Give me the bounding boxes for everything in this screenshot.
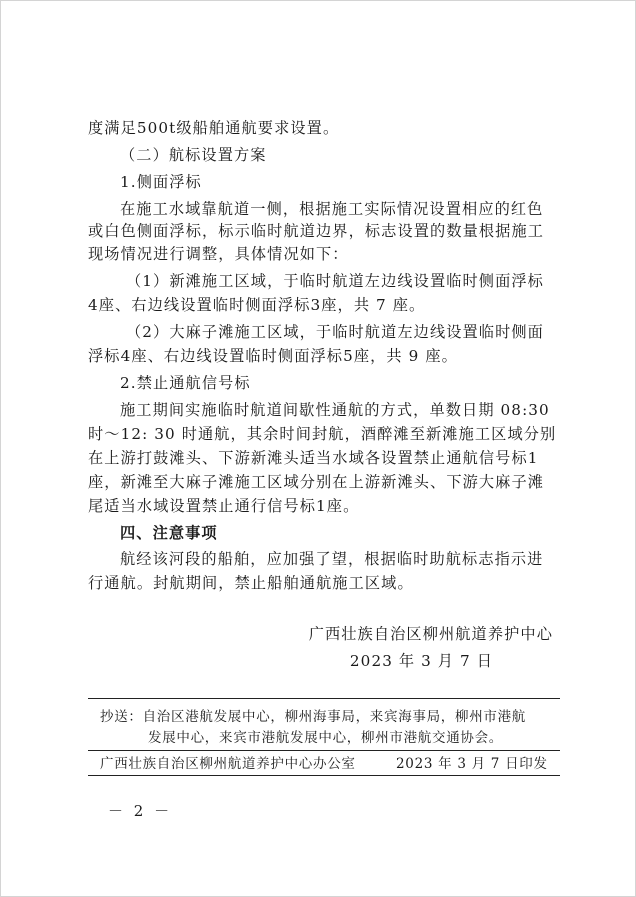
- divider: [88, 698, 560, 699]
- body-line: （1）新滩施工区域，于临时航道左边线设置临时侧面浮标: [126, 272, 544, 290]
- issuer-office: 广西壮族自治区柳州航道养护中心办公室: [100, 756, 356, 772]
- section-heading: 四、注意事项: [120, 524, 218, 542]
- page-number: － 2 －: [108, 802, 173, 820]
- body-line: 或白色侧面浮标，标示临时航道边界，标志设置的数量根据施工: [88, 222, 545, 240]
- subsection-heading: 2.禁止通航信号标: [120, 374, 251, 392]
- cc-line: 发展中心，来宾市港航发展中心，柳州市港航交通协会。: [148, 730, 503, 746]
- body-line: 行通航。封航期间，禁止船舶通航施工区域。: [88, 574, 414, 592]
- signature-date: 2023 年 3 月 7 日: [349, 652, 493, 670]
- divider: [88, 750, 560, 751]
- signature-org: 广西壮族自治区柳州航道养护中心: [308, 625, 553, 643]
- body-line: 时～12: 30 时通航，其余时间封航，酒醉滩至新滩施工区域分别: [88, 425, 557, 443]
- issuer-date: 2023 年 3 月 7 日印发: [396, 756, 548, 772]
- section-heading: （二）航标设置方案: [120, 146, 267, 164]
- body-line: 施工期间实施临时航道间歇性通航的方式，单数日期 08:30: [120, 401, 550, 419]
- body-line: 航经该河段的船舶，应加强了望，根据临时助航标志指示进: [120, 550, 544, 568]
- body-line: 在上游打鼓滩头、下游新滩头适当水域各设置禁止通航信号标1: [88, 449, 539, 467]
- body-line: 现场情况进行调整，具体情况如下：: [88, 245, 349, 263]
- body-line: 座，新滩至大麻子滩施工区域分别在上游新滩头、下游大麻子滩: [88, 473, 545, 491]
- body-line: 4座、右边线设置临时侧面浮标3座，共 7 座。: [88, 296, 426, 314]
- body-line: 浮标4座、右边线设置临时侧面浮标5座，共 9 座。: [88, 347, 458, 365]
- body-line: （2）大麻子滩施工区域，于临时航道左边线设置临时侧面: [126, 323, 544, 341]
- subsection-heading: 1.侧面浮标: [120, 173, 202, 191]
- divider: [88, 775, 560, 776]
- body-line: 尾适当水域设置禁止通行信号标1座。: [88, 497, 360, 515]
- body-line: 在施工水域靠航道一侧，根据施工实际情况设置相应的红色: [120, 200, 544, 218]
- body-line: 度满足500t级船舶通航要求设置。: [88, 119, 340, 137]
- cc-line: 抄送：自治区港航发展中心，柳州海事局，来宾海事局，柳州市港航: [100, 709, 526, 725]
